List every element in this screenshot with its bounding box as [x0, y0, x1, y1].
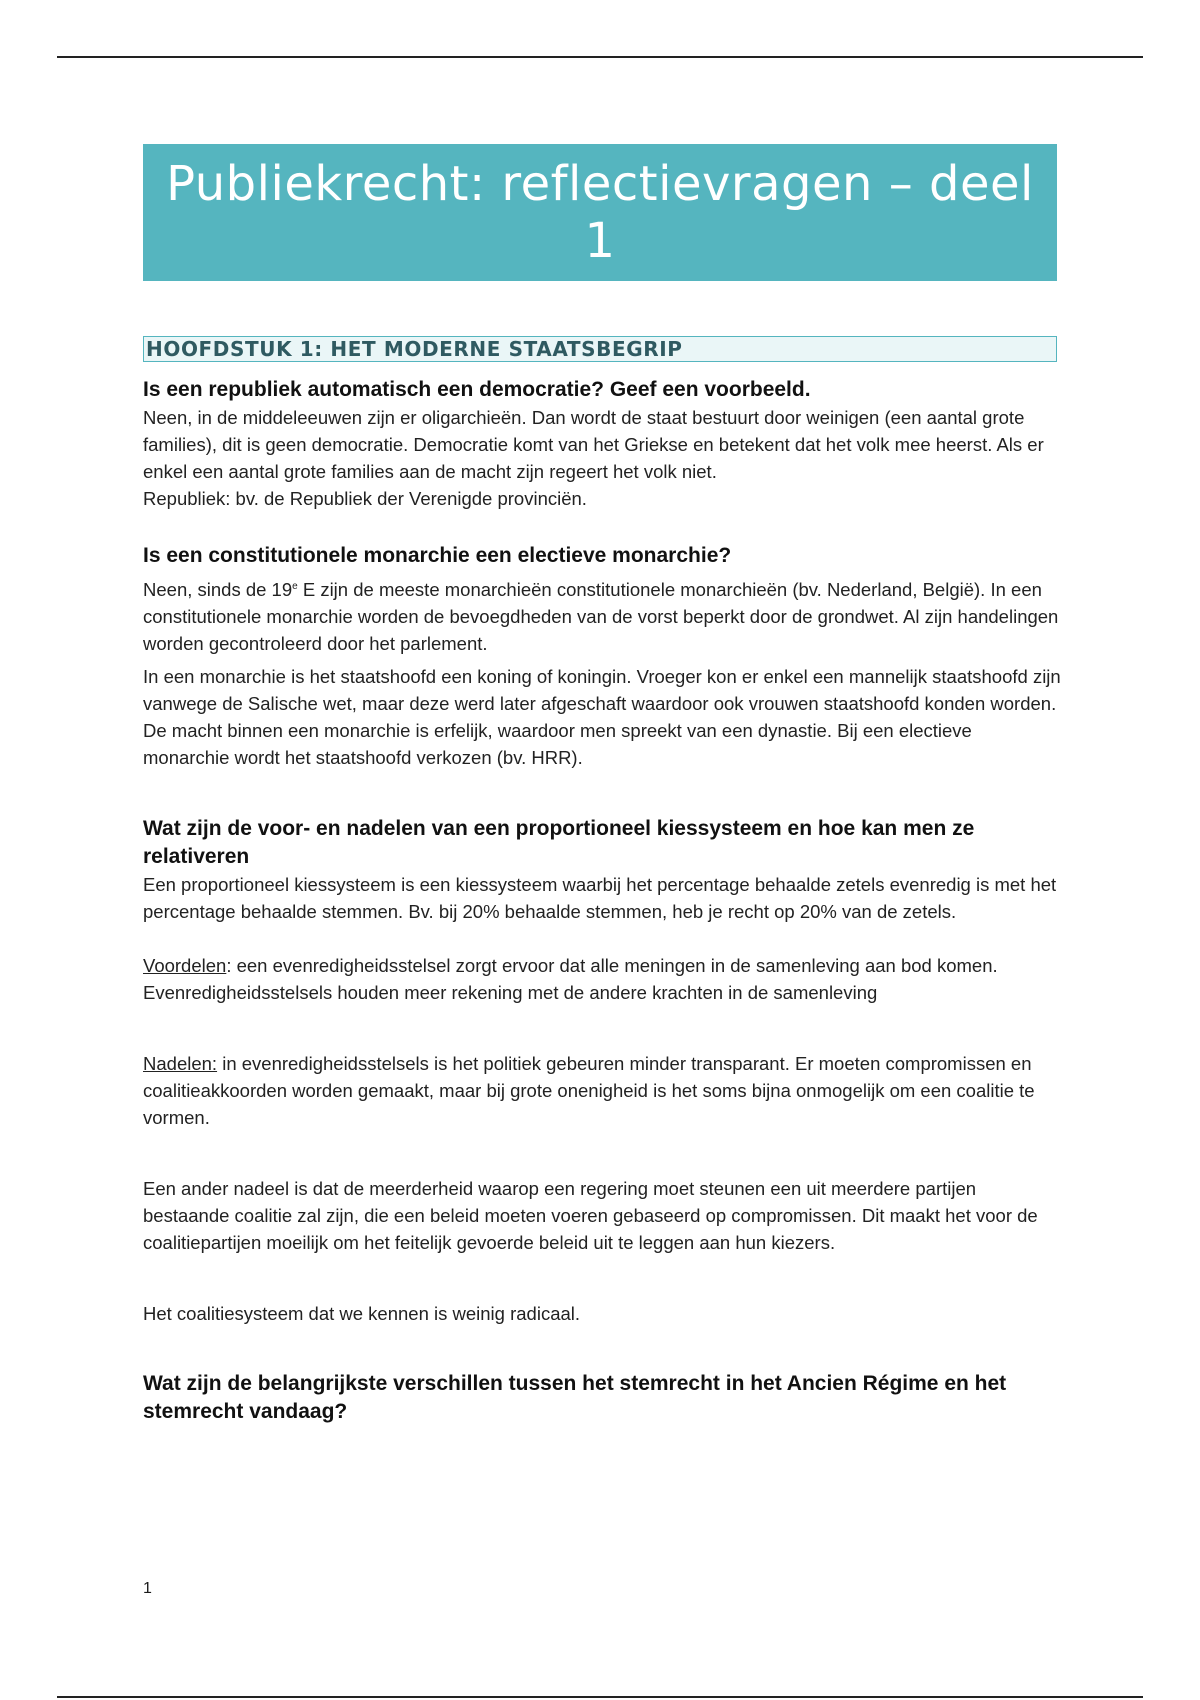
answer-2-paragraph-1: Neen, sinds de 19e E zijn de meeste monarchieën constitutionele monarchieën (bv. Nederland, België). In een constitutionele monarchie worden de bevoegdheden van de vorst beperkt door de grondwet. Al zijn handelingen worden gecontroleerd door het parlement.: [143, 579, 1059, 654]
pros-label: Voordelen: [143, 955, 227, 976]
document-title: Publiekrecht: reflectievragen – deel 1: [143, 144, 1057, 281]
answer-1: Neen, in de middeleeuwen zijn er oligarchieën. Dan wordt de staat bestuurt door weinigen (een aantal grote families), dit is geen democratie. Democratie komt van het Griekse en betekent dat het volk mee heerst. Als er enkel een aantal grote families aan de macht zijn regeert het volk niet.: [143, 407, 1044, 482]
question-3: Wat zijn de voor- en nadelen van een proportioneel kiessysteem en hoe kan men ze relativeren: [143, 817, 975, 868]
footer-rule: [57, 1696, 1143, 1698]
document-body: [143, 376, 1063, 1426]
superscript-e: e: [292, 580, 298, 592]
question-1: Is een republiek automatisch een democratie? Geef een voorbeeld.: [143, 378, 811, 401]
answer-3-pros: Voordelen: een evenredigheidsstelsel zorgt ervoor dat alle meningen in de samenleving aan bod komen. Evenredigheidsstelsels houden meer rekening met de andere krachten in de samenleving: [143, 955, 998, 1003]
chapter-heading: HOOFDSTUK 1: HET MODERNE STAATSBEGRIP: [143, 336, 1057, 362]
question-4: Wat zijn de belangrijkste verschillen tussen het stemrecht in het Ancien Régime en het stemrecht vandaag?: [143, 1372, 1007, 1423]
header-rule: [57, 56, 1143, 58]
answer-3-cons: Nadelen: in evenredigheidsstelsels is het politiek gebeuren minder transparant. Er moeten compromissen en coalitieakkoorden worden gemaakt, maar bij grote onenigheid is het soms bijna onmogelijk om een coalitie te vormen.: [143, 1053, 1035, 1128]
answer-2-paragraph-2: In een monarchie is het staatshoofd een koning of koningin. Vroeger kon er enkel een mannelijk staatshoofd zijn vanwege de Salische wet, maar deze werd later afgeschaft waardoor ook vrouwen staatshoofd konden worden. De macht binnen een monarchie is erfelijk, waardoor men spreekt van een dynastie. Bij een electieve monarchie wordt het staatshoofd verkozen (bv. HRR).: [143, 666, 1061, 768]
cons-label: Nadelen:: [143, 1053, 218, 1074]
answer-3-other: Een ander nadeel is dat de meerderheid waarop een regering moet steunen een uit meerdere partijen bestaande coalitie zal zijn, die een beleid moeten voeren gebaseerd op compromissen. Dit maakt het voor de coalitiepartijen moeilijk om het feitelijk gevoerde beleid uit te leggen aan hun kiezers.: [143, 1178, 1038, 1253]
question-2: Is een constitutionele monarchie een electieve monarchie?: [143, 544, 732, 567]
answer-3-closing: Het coalitiesysteem dat we kennen is weinig radicaal.: [143, 1303, 581, 1324]
answer-1-example: Republiek: bv. de Republiek der Verenigde provinciën.: [143, 488, 587, 509]
page-number: 1: [143, 1580, 152, 1597]
answer-3-intro: Een proportioneel kiessysteem is een kiessysteem waarbij het percentage behaalde zetels evenredig is met het percentage behaalde stemmen. Bv. bij 20% behaalde stemmen, heb je recht op 20% van de zetels.: [143, 874, 1057, 922]
